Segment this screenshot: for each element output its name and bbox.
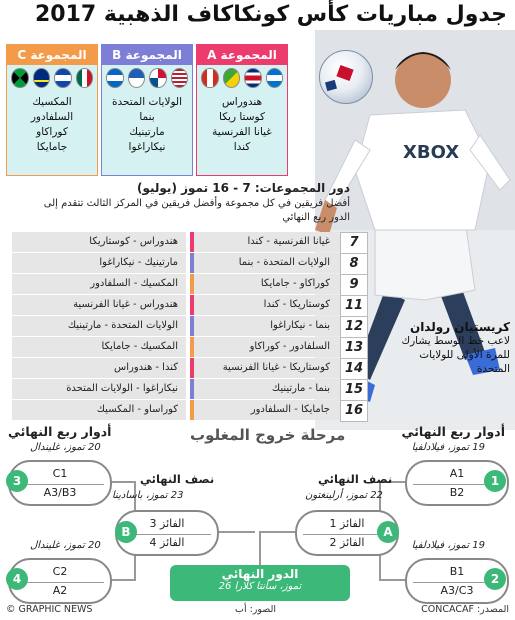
match-pair: غيانا الفرنسية - كندا <box>190 232 340 252</box>
match-pair: المكسيك - جامايكا <box>12 337 186 357</box>
team-name: السلفادور <box>30 111 74 123</box>
svg-text:XBOX: XBOX <box>403 142 460 163</box>
match-pair: المكسيك - السلفادور <box>12 274 186 294</box>
qf4-team1: C2 <box>52 565 68 578</box>
sf-a-team2: الفائز 2 <box>303 534 391 549</box>
team-name: غيانا الفرنسية <box>212 126 272 138</box>
qf2-badge: 2 <box>484 568 506 590</box>
page-title: جدول مباريات كأس كونكاكاف الذهبية 2017 <box>34 2 507 27</box>
final-title: الدور النهائي <box>221 567 299 581</box>
qf4-team2: A2 <box>16 582 104 597</box>
qf2-date: 19 تموز، فيلادلفيا <box>411 540 485 551</box>
sf-b-team2: الفائز 4 <box>123 534 211 549</box>
match-pair: جامايكا - السلفادور <box>190 400 340 420</box>
match-pair: هندوراس - غيانا الفرنسية <box>12 295 186 315</box>
match-day: 7 <box>340 232 368 254</box>
knockout-heading: مرحلة خروج المغلوب <box>190 426 346 444</box>
qf3-team1: C1 <box>52 467 68 480</box>
match-pair: كوستاريكا - كندا <box>190 295 340 315</box>
final-box <box>170 565 350 601</box>
team-name: مارتينيك <box>129 126 165 138</box>
qf-right-title: أدوار ربع النهائي <box>401 424 505 439</box>
match-day: 16 <box>340 400 368 422</box>
sf-b-team1: الفائز 3 <box>149 517 185 530</box>
sf-a-title: نصف النهائي <box>318 472 393 486</box>
team-name: بنما <box>139 111 155 123</box>
sf-b-date: 23 تموز، باسادينا <box>112 490 184 501</box>
qf4-date: 20 تموز، غليندال <box>30 540 101 551</box>
qf4-badge: 4 <box>6 568 28 590</box>
footer-source: المصدر: CONCACAF <box>421 604 509 615</box>
group-a-label: المجموعة A <box>197 45 287 65</box>
match-day: 12 <box>340 316 368 338</box>
qf1-team1: A1 <box>449 467 465 480</box>
team-name: كندا <box>233 141 251 153</box>
sf-b-badge: B <box>115 521 137 543</box>
team-name: نيكاراغوا <box>128 141 166 153</box>
caption-name: كريستيان رولدان <box>409 320 510 334</box>
footer-credit: © GRAPHIC NEWS <box>6 604 93 615</box>
sf-a-team1: الفائز 1 <box>329 517 365 530</box>
group-phase-note: أفضل فريقين في كل مجموعة وأفضل فريقين في المركز الثالث تتقدم إلى الدور ربع النهائي <box>43 198 350 223</box>
qf3-date: 20 تموز، غليندال <box>30 442 101 453</box>
match-day: 8 <box>340 253 368 275</box>
team-name: جامايكا <box>36 141 68 153</box>
qf3-badge: 3 <box>6 470 28 492</box>
footer-photos: الصور: أب <box>235 604 277 615</box>
sf-a-badge: A <box>377 521 399 543</box>
match-pair: بنما - نيكاراغوا <box>190 316 340 336</box>
sf-b-title: نصف النهائي <box>140 472 215 486</box>
team-name: المكسيك <box>32 96 72 108</box>
match-pair: هندوراس - كوستاريكا <box>12 232 186 252</box>
qf1-date: 19 تموز، فيلادلفيا <box>411 442 485 453</box>
match-pair: نيكاراغوا - الولايات المتحدة <box>12 379 186 399</box>
match-pair: كوراساو - المكسيك <box>12 400 186 420</box>
match-pair: كوستاريكا - غيانا الفرنسية <box>190 358 340 378</box>
team-name: كوراكاو <box>36 126 68 138</box>
match-day: 9 <box>340 274 368 296</box>
match-pair: السلفادور - كوراكاو <box>190 337 340 357</box>
group-phase-heading: دور المجموعات: 7 - 16 تموز (يوليو) <box>137 181 350 195</box>
caption-text: لاعب خط الوسط يشارك للمرة الأولى للولايات المتحدة <box>401 335 510 375</box>
match-pair: الولايات المتحدة - بنما <box>190 253 340 273</box>
match-pair: بنما - مارتينيك <box>190 379 340 399</box>
match-day: 15 <box>340 379 368 401</box>
group-b-label: المجموعة B <box>102 45 192 65</box>
match-day: 11 <box>340 295 368 317</box>
final-date: 26 تموز، سانتا كلارا <box>218 581 302 592</box>
team-name: هندوراس <box>221 96 263 108</box>
match-pair: مارتينيك - نيكاراغوا <box>12 253 186 273</box>
qf1-team2: B2 <box>413 484 501 499</box>
qf-left-title: أدوار ربع النهائي <box>8 424 112 439</box>
group-c-label: المجموعة C <box>7 45 97 65</box>
match-day: 13 <box>340 337 368 359</box>
qf3-team2: A3/B3 <box>16 484 104 499</box>
match-pair: كندا - هندوراس <box>12 358 186 378</box>
match-pair: الولايات المتحدة - مارتينيك <box>12 316 186 336</box>
qf2-team1: B1 <box>449 565 465 578</box>
team-name: كوستا ريكا <box>219 111 265 123</box>
match-pair: كوراكاو - جامايكا <box>190 274 340 294</box>
sf-a-date: 22 تموز، أرلينغتون <box>305 490 383 501</box>
qf2-team2: A3/C3 <box>413 582 501 597</box>
team-name: الولايات المتحدة <box>111 96 183 108</box>
qf1-badge: 1 <box>484 470 506 492</box>
match-day: 14 <box>340 358 368 380</box>
